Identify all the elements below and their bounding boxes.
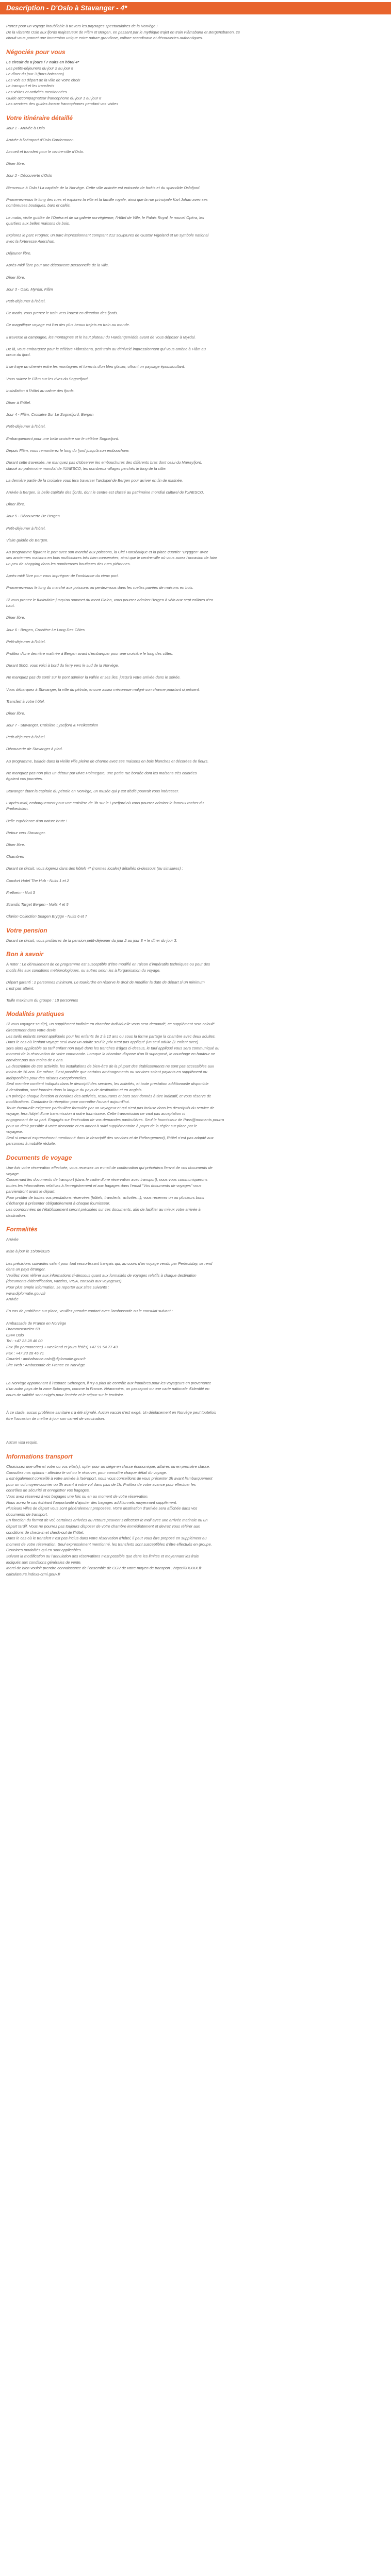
spacer: [6, 358, 385, 364]
text-line: Consultez nos options - affectez le vol ou le réserver, pour connaître chaque détail du voyage.: [6, 1470, 167, 1475]
section-heading: Votre pension: [6, 926, 47, 934]
text-line: Clarion Collection Skagen Brygge - Nuits 6 et 7: [6, 914, 87, 919]
text-line: Départ garanti : 2 personnes minimum. Le tour/ordre en réserve le droit de modifier la date de départ si un minimum: [6, 980, 205, 985]
text-line: parviendront avant le départ.: [6, 1189, 56, 1194]
text-line: contrôles de sécurité et enregistrer vos bagages.: [6, 1488, 90, 1493]
text-line: Veuillez vous référer aux informations ci-dessous quant aux formalités de voyages relatifs à chaque destination: [6, 1273, 197, 1278]
page-title-banner: [0, 2, 391, 14]
text-line: Arrivée: [6, 1237, 19, 1242]
text-line: directement dans votre devis.: [6, 1028, 57, 1033]
text-line: Promenez-vous le long du marché aux poissons ou perdez-vous dans les ruelles pavées de maisons en bois.: [6, 585, 194, 590]
text-line: La Norvège appartenant à l'espace Schengen, il n'y a plus de contrôle aux frontières pour les voyageurs en provenance: [6, 1380, 211, 1385]
text-line: Arrivée: [6, 1297, 19, 1302]
text-line: Courriel : ambafrance.oslo@diplomatie.gouv.fr: [6, 1357, 86, 1362]
spacer: [6, 1314, 385, 1320]
text-line: haut.: [6, 603, 15, 608]
text-line: Déjeuner libre.: [6, 251, 31, 256]
text-line: Arrivée à l'aéroport d'Oslo Gardermoen.: [6, 137, 75, 142]
spacer: [6, 621, 385, 627]
text-line: Les services des guides locaux francophones pendant vos visites: [6, 101, 119, 107]
text-line: Jour 6 - Bergen, Croisière Le Long Des Côtes: [6, 627, 85, 632]
spacer: [6, 1255, 385, 1261]
spacer: [6, 895, 385, 902]
text-line: Le transport et les transferts: [6, 83, 55, 89]
text-line: À noter : Le déroulement de ce programme est susceptible d'être modifié en raison d'impératifs techniques ou pour des: [6, 962, 210, 967]
spacer: [6, 633, 385, 639]
text-line: Dans le cas où le transfert n'est pas inclus dans votre réservation d'hôtel, il peut vous être proposé en supplément au: [6, 1536, 207, 1541]
text-line: personnes à mobilité réduite.: [6, 1141, 56, 1146]
spacer: [6, 131, 385, 137]
text-line: engagement de sa part. Engagés sur l'exécution de vos demandes particulières. Seul le fournisseur de Pass@moments pourra: [6, 1117, 224, 1122]
text-line: Partez pour un voyage inoubliable à travers les paysages spectaculaires de la Norvège !: [6, 24, 158, 29]
section-heading: Formalités: [6, 1226, 38, 1233]
spacer: [6, 143, 385, 149]
section-heading: Modalités pratiques: [6, 1010, 64, 1018]
spacer: [6, 1404, 385, 1410]
text-line: convient pas aux moins de 6 ans.: [6, 1058, 64, 1062]
text-line: Chambres: [6, 854, 24, 859]
spacer: [6, 1434, 385, 1440]
spacer: [6, 860, 385, 866]
text-line: conditions de check-in et check-out de l'hôtel.: [6, 1530, 85, 1535]
spacer: [6, 973, 385, 979]
text-line: nombreuses boutiques, bars et cafés.: [6, 203, 71, 208]
text-line: ses anciennes maisons en bois multicolores très bien conservées, ainsi que le centre-ville où vous aurez l'occasion de faire: [6, 555, 218, 561]
text-line: En fonction du format de vol, certaines arrivées au retours peuvent s'effectuer le mail avec une arrivée matinale ou un: [6, 1518, 208, 1523]
text-line: Il se fraye un chemin entre les montagnes et torrents d'un bleu glacier, offrant un paysage époustouflant.: [6, 364, 185, 369]
spacer: [6, 704, 385, 710]
section-negocies: [6, 48, 385, 107]
text-line: Dîner libre.: [6, 710, 25, 716]
spacer: [6, 179, 385, 185]
text-line: Merci de bien vouloir prendre connaissance de l'ensemble de CGV de votre moyen de transport : https://XXXXX.fr: [6, 1566, 202, 1571]
text-line: creux du fjord.: [6, 352, 31, 358]
text-line: Vous suivez le Flåm sur les rives du Sognefjord.: [6, 376, 89, 381]
spacer: [6, 292, 385, 298]
text-line: voyage, fera l'objet d'une transmission à notre fournisseur. Cette transmission ne vaut pas acceptation ni: [6, 1111, 185, 1116]
spacer: [6, 304, 385, 311]
text-line: Bienvenue à Oslo ! La capitale de la Norvège. Cette ville animée est entourée de forêts et du splendide Oslofjord.: [6, 185, 201, 190]
text-line: Choisissez une offre et votre ou vos ville(s), opter pour un siège en classe économique, affaires ou en première classe.: [6, 1464, 210, 1469]
text-line: Le dîner du jour 3 (hors boissons): [6, 72, 64, 77]
spacer: [6, 717, 385, 723]
text-line: Seul si ceux-ci expressément mentionné dans le descriptif des services et de l'hébergement), l'hôtel n'est pas adapté aux: [6, 1135, 214, 1140]
text-line: Pour profiter de toutes vos prestations réservées (hôtels, transferts, activités...), vous recevrez un ou plusieurs bons: [6, 1195, 204, 1200]
text-line: Ambassade de France en Norvège: [6, 1320, 67, 1326]
text-line: De là, vous embarquez pour le célèbre Flåmsbana, petit train au dénivelé impressionnant qui vous amène à Flåm au: [6, 346, 206, 351]
section-modalites: [6, 1010, 385, 1146]
text-line: Comfort Hotel The Hub - Nuits 1 et 2: [6, 878, 69, 883]
spacer: [6, 209, 385, 215]
text-line: La description de ces activités, les installations de bien-être de la plupart des établissements ne sont pas accessibles aux: [6, 1063, 214, 1069]
text-line: égaient vos journées.: [6, 776, 43, 782]
spacer: [6, 394, 385, 400]
text-line: avec la forteresse Akershus.: [6, 239, 55, 244]
text-line: Une fois votre réservation effectuée, vous recevrez un e-mail de confirmation qui précédera l'envoi de vos documents de: [6, 1165, 213, 1170]
spacer: [6, 370, 385, 376]
spacer: [6, 167, 385, 173]
text-line: Dîner libre.: [6, 161, 25, 166]
spacer: [6, 328, 385, 334]
text-line: À ce stade, aucun problème sanitaire n'a été signalé. Aucun vaccin n'est exigé. Un déplacement en Norvège peut toutefois: [6, 1410, 217, 1415]
text-line: Dîner libre.: [6, 842, 25, 847]
spacer: [6, 268, 385, 275]
text-line: Plusieurs villes de départ vous sont généralement proposées. Votre destination d'arrivée sera affichée dans vos: [6, 1506, 198, 1511]
text-line: pour un vol moyen-courrier ou 3h avant à votre vol dans plus de 1h. Profitez de votre avance pour effectuer les: [6, 1482, 196, 1487]
text-line: Les précisions suivantes valent pour tout ressortissant français qui, au cours d'un voyage vendu par Perfectstay, se rend: [6, 1261, 213, 1266]
text-line: circuit vous promet une immersion unique entre nature grandiose, culture scandinave et découvertes authentiques.: [6, 36, 203, 41]
text-line: pour un désir possible à votre demande et en amont à suivi supplémentaire à payer de la régler sur place par le: [6, 1123, 198, 1128]
text-line: moment de la réservation de votre commande. Lorsque la chambre dispose d'un lit superposé, le couchage en hauteur ne: [6, 1052, 216, 1057]
spacer: [6, 824, 385, 830]
section-chambres: [6, 848, 385, 920]
text-line: Transfert à votre hôtel.: [6, 699, 45, 704]
spacer: [6, 316, 385, 323]
text-line: Petit-déjeuner à l'hôtel.: [6, 735, 46, 740]
spacer: [6, 430, 385, 436]
spacer: [6, 884, 385, 890]
text-line: Durant ce circuit, vous logerez dans des hôtels 4* (normes locales) détaillés ci-dessous (ou similaires) :: [6, 866, 183, 871]
spacer: [6, 442, 385, 448]
text-line: Suivant la modification ou l'annulation des réservations n'est possible que dans les limites et moyennant les frais: [6, 1553, 199, 1558]
section-heading: Votre itinéraire détaillé: [6, 114, 73, 122]
text-line: Les coordonnées de l'établissement seront précisées sur ces documents, afin de faciliter au mieux votre arrivée à: [6, 1207, 201, 1212]
text-line: L'après-midi, embarquement pour une croisière de 3h sur le Lysefjord où vous pourrez admirer le fameux rocher du: [6, 800, 204, 805]
text-line: un peu de shopping dans les nombreuses boutiques des rues piétonnes.: [6, 562, 131, 567]
spacer: [6, 1422, 385, 1428]
text-line: Ce magnifique voyage est l'un des plus beaux trajets en train au monde.: [6, 323, 130, 328]
text-line: Dîner libre.: [6, 615, 25, 620]
text-line: indiqués aux conditions générales de vente.: [6, 1560, 82, 1565]
spacer: [6, 1398, 385, 1404]
text-line: Durant cette traversée, ne manquez pas d'observer les embouchures des différents bras dont celui du Nærøyfjord,: [6, 460, 202, 465]
spacer: [6, 227, 385, 233]
text-line: Jour 4 - Flåm, Croisière Sur Le Sognefjord, Bergen: [6, 412, 94, 417]
text-line: Le circuit de 8 jours / 7 nuits en hôtel 4*: [6, 59, 79, 64]
text-line: Arrivée à Bergen, la belle capitale des fjords, dont le centre est classé au patrimoine mondial culturel de l'UNESCO.: [6, 489, 204, 495]
text-line: Les tarifs enfants seront appliqués pour les enfants de 2 à 12 ans ou sous la forme partage la chambre avec deux adultes.: [6, 1033, 216, 1039]
text-line: Accueil et transfert pour le centre-ville d'Oslo.: [6, 149, 84, 155]
spacer: [6, 406, 385, 412]
section-savoir: [6, 951, 385, 1003]
text-line: Scandic Target Bergen - Nuits 4 et 5: [6, 902, 69, 907]
section-pension: [6, 927, 385, 944]
text-line: Si vous prenez le funiculaire jusqu'au sommet du mont Fløien, vous pourrez admirer Bergen à vélo aux sept collines d'en: [6, 597, 214, 602]
text-line: indisponibles pour des raisons exceptionnelles.: [6, 1075, 87, 1080]
text-line: Seul membre contient indiqués dans le descriptif des services, les activités, et toute prestation additionnelle disponible: [6, 1081, 209, 1087]
text-line: n'est pas atteint.: [6, 986, 35, 991]
text-line: Dîner à l'hôtel.: [6, 400, 31, 405]
text-line: calculateurs.indexs-crmi.gouv.fr: [6, 1571, 60, 1577]
text-line: Au programme, balade dans la vieille ville pleine de charme avec ses maisons en bois blanches et décorées de fleurs.: [6, 758, 209, 764]
text-line: Visite guidée de Bergen.: [6, 537, 48, 543]
spacer: [6, 740, 385, 747]
spacer: [6, 812, 385, 818]
description-content: [0, 18, 391, 1578]
text-line: Petit-déjeuner à l'hôtel.: [6, 298, 46, 303]
spacer: [6, 782, 385, 788]
text-line: Concernant les documents de transport (dans le cadre d'une réservation avec transport), nous vous communiquerons: [6, 1177, 208, 1182]
section-itineraire: [6, 114, 385, 848]
text-line: départ tardif. Vous ne pourrez pas toujours disposer de votre chambre immédiatement et devrez vous référer aux: [6, 1523, 200, 1529]
text-line: Petit-déjeuner à l'hôtel.: [6, 639, 46, 644]
text-line: Ne manquez pas de sortir sur le pont admirer la vallée et ses îles, jusqu'à votre arrivée dans le soirée.: [6, 675, 181, 680]
text-line: Les visites et activités mentionnées: [6, 89, 67, 94]
text-line: Nous aurez le cas échéant l'opportunité d'ajouter des bagages additionnels moyennant supplément.: [6, 1500, 177, 1505]
spacer: [6, 531, 385, 537]
text-line: Dîner libre.: [6, 275, 25, 280]
spacer: [6, 1374, 385, 1380]
spacer: [6, 609, 385, 615]
section-heading: Documents de voyage: [6, 1154, 72, 1161]
text-line: Jour 7 - Stavanger, Croisière Lysefjord & Preikestolen: [6, 723, 99, 728]
spacer: [6, 1243, 385, 1249]
page-title: Description - D'Oslo à Stavanger - 4*: [6, 4, 127, 12]
spacer: [6, 728, 385, 735]
text-line: Jour 1 - Arrivée à Oslo: [6, 125, 45, 130]
text-line: Certaines modalités qui en sont applicables.: [6, 1548, 82, 1553]
text-line: Si vous voyagez seul(e), un supplément tarifaire en chambre individuelle vous sera demandé, ce supplément sera calculé: [6, 1022, 215, 1027]
text-line: Aucun visa requis.: [6, 1440, 38, 1445]
spacer: [6, 764, 385, 770]
spacer: [6, 872, 385, 878]
text-line: modifications. Contactez la réception pour connaître l'ouvert aujourd'hui.: [6, 1099, 130, 1105]
spacer: [6, 1302, 385, 1309]
text-line: Fax : +47 23 28 46 71: [6, 1350, 44, 1355]
text-line: De la vibrante Oslo aux fjords majestueux de Flåm et Bergen, en passant par le mythique trajet en train Flåmsbana et Bergensbanen, ce: [6, 29, 240, 35]
text-line: Belle expérience d'un nature brute !: [6, 818, 68, 823]
section-heading: Négociés pour vous: [6, 48, 66, 56]
text-line: Découverte de Stavanger à pied.: [6, 747, 63, 752]
text-line: Dans le cas où l'enfant voyage seul avec un adulte seul le prix n'est pas appliqué (un seul adulte (1 enfant avec): [6, 1040, 199, 1045]
text-line: En principe chaque fonction et horaires des activités, restaurants et bars sont donnés à titre indicatif, et vous réserve de: [6, 1093, 211, 1098]
spacer: [6, 908, 385, 914]
text-line: à destination, sont fournies dans la langue du pays de destination et en anglais.: [6, 1087, 143, 1092]
text-line: Les petits-déjeuners du jour 2 au jour 8: [6, 65, 74, 71]
spacer: [6, 519, 385, 526]
text-line: Explorez le parc Frogner, un parc impressionnant comptant 212 sculptures de Gustav Vigeland et un symbole national: [6, 233, 209, 238]
spacer: [6, 507, 385, 514]
section-heading: Bon à savoir: [6, 951, 44, 958]
section-formalites: [6, 1226, 385, 1446]
text-line: Jour 2 - Découverte d'Oslo: [6, 173, 52, 178]
text-line: Profitez d'une dernière matinée à Bergen avant d'embarquer pour une croisière le long des côtes.: [6, 651, 173, 656]
text-line: Vous débarquez à Stavanger, la ville du pétrole, encore assez méconnue malgré son charme pourtant si présent.: [6, 687, 200, 692]
text-line: Jour 3 - Oslo, Myrdal, Flåm: [6, 286, 53, 292]
text-line: Petit-déjeuner à l'hôtel.: [6, 424, 46, 429]
text-line: quartiers aux belles maisons de bois.: [6, 221, 70, 226]
text-line: Ce matin, vous prenez le train vers l'ouest en direction des fjords.: [6, 311, 118, 316]
text-line: En cas de problème sur place, veuillez prendre contact avec l'ambassade ou le consulat suivant :: [6, 1309, 173, 1314]
text-line: Toute éventuelle exigence particulière formulée par un voyageur et qui n'est pas incluse dans les descriptifs du service de: [6, 1105, 215, 1110]
text-line: Jour 5 - Découverte De Bergen: [6, 514, 60, 519]
text-line: Installation à l'hôtel au calme des fjords.: [6, 388, 75, 393]
section-intro: [6, 18, 385, 41]
text-line: voyage.: [6, 1171, 20, 1176]
spacer: [6, 418, 385, 424]
text-line: documents de transport.: [6, 1512, 48, 1517]
text-line: Depuis Flåm, vous remonterez le long du fjord jusqu'à son embouchure.: [6, 448, 130, 453]
text-line: Site Web : Ambassade de France en Norvège: [6, 1362, 85, 1367]
text-line: Au programme figurent le port avec son marché aux poissons, la Cité Hanséatique et la place quartier "Bryggen" avec: [6, 549, 208, 554]
text-line: Il est également conseillé à votre arrivée à l'aéroport, nous vous conseillons de vous présenter 2h avant l'embarquement: [6, 1476, 213, 1481]
spacer: [6, 579, 385, 585]
text-line: Embarquement pour une belle croisière sur le célèbre Sognefjord.: [6, 436, 119, 441]
text-line: Pour plus ample information, se reporter aux sites suivants :: [6, 1285, 109, 1290]
text-line: Fax (fin permanence) + weekend et jours fériés) +47 91 54 77 43: [6, 1344, 118, 1349]
text-line: (documents d'identification, vaccins, VISA, conseils aux voyageurs).: [6, 1279, 123, 1284]
section-documents: [6, 1154, 385, 1218]
text-line: motifs liés aux conditions météorologiques, ou autres selon les à l'organisation du voyage.: [6, 968, 161, 973]
text-line: Il traverse la campagne, les montagnes et le haut plateau du Hardangervidda avant de vous déposer à Myrdal.: [6, 334, 196, 340]
text-line: Durant ce circuit, vous profiterez de la pension petit-déjeuner du jour 2 au jour 8 + le dîner du jour 3.: [6, 938, 177, 943]
spacer: [6, 836, 385, 842]
spacer: [6, 645, 385, 651]
spacer: [6, 591, 385, 597]
text-line: moins de 16 ans. De même, il est possible que certains aménagements ou services soient payants en supplément ou: [6, 1070, 207, 1075]
spacer: [6, 453, 385, 460]
spacer: [6, 155, 385, 161]
text-line: Ne manquez pas non plus un détour par Øvre Holmegate, une petite rue bordée dont les maisons très colorées: [6, 770, 197, 775]
spacer: [6, 1368, 385, 1374]
text-line: Le matin, visite guidée de l'Opéra et de sa galerie norvégienne, l'Hôtel de Ville, le Palais Royal, le nouvel Opéra, les: [6, 215, 204, 220]
spacer: [6, 245, 385, 251]
spacer: [6, 692, 385, 699]
text-line: Les vols au départ de la ville de votre choix: [6, 77, 80, 82]
spacer: [6, 567, 385, 573]
spacer: [6, 669, 385, 675]
text-line: Après-midi libre pour vous imprégner de l'ambiance du vieux port.: [6, 573, 119, 579]
text-line: Petit-déjeuner à l'hôtel.: [6, 526, 46, 531]
text-line: cours de validité sont exigés pour l'entrée et le séjour sur le territoire.: [6, 1392, 124, 1397]
text-line: classé au patrimoine mondial de l'UNESCO, les nombreux villages perchés le long de la côte.: [6, 466, 167, 471]
text-line: Retour vers Stavanger.: [6, 830, 46, 835]
spacer: [6, 496, 385, 502]
text-line: Vous avez réservez à vos bagages une fois ou en au moment de votre réservation.: [6, 1494, 149, 1499]
text-line: d'un autre pays de la zone Schengen, comme la France. Néanmoins, un passeport ou une carte nationale d'identité en: [6, 1386, 209, 1392]
spacer: [6, 794, 385, 800]
text-line: être l'occasion de mettre à jour son carnet de vaccination.: [6, 1416, 105, 1421]
section-transport: [6, 1453, 385, 1577]
text-line: Preikestolen.: [6, 806, 29, 811]
text-line: Drammensveien 69: [6, 1327, 40, 1332]
spacer: [6, 752, 385, 758]
spacer: [6, 257, 385, 263]
text-line: dans un pays étranger.: [6, 1267, 46, 1272]
text-line: Stavanger étant la capitale du pétrole en Norvège, un musée qui y est dédié pourrait vous intéresser.: [6, 788, 179, 793]
text-line: Tel : +47 23 28 46 00: [6, 1338, 43, 1344]
spacer: [6, 1428, 385, 1434]
spacer: [6, 543, 385, 549]
section-heading: Informations transport: [6, 1453, 73, 1461]
text-line: sera alors applicable au tarif enfant non payé dans les tranches d'âges ci-dessus, le tarif appliqué vous sera communiqué au: [6, 1045, 220, 1050]
text-line: 0244 Oslo: [6, 1332, 24, 1337]
text-line: Promenez-vous le long des rues et explorez la ville et la famille royale, ainsi que la rue principale Karl Johan avec ses: [6, 197, 208, 202]
text-line: www.diplomatie.gouv.fr: [6, 1291, 46, 1296]
text-line: voyageur.: [6, 1129, 23, 1134]
spacer: [6, 382, 385, 388]
spacer: [6, 471, 385, 478]
text-line: Mise à jour le 15/06/2025: [6, 1249, 50, 1254]
text-line: destination.: [6, 1213, 26, 1218]
text-line: Taille maximum du groupe : 18 personnes: [6, 997, 78, 1003]
text-line: d'échange à présenter obligatoirement à chaque fournisseur.: [6, 1201, 110, 1206]
spacer: [6, 483, 385, 489]
text-line: toutes les informations relatives à l'enregistrement et aux bagages dans l'email "Vos documents de voyages" vous: [6, 1183, 202, 1188]
text-line: Durant 5h00, vous voici à bord du ferry vers le sud de la Norvège.: [6, 663, 119, 668]
spacer: [6, 280, 385, 286]
text-line: Dîner libre.: [6, 502, 25, 507]
spacer: [6, 340, 385, 346]
text-line: Fretheim - Nuit 3: [6, 890, 35, 895]
text-line: Après-midi libre pour une découverte personnelle de la ville.: [6, 263, 109, 268]
spacer: [6, 191, 385, 197]
spacer: [6, 657, 385, 663]
text-line: moment de votre réservation. Seul expressément mentionné, les transferts sont susceptibles d'être effectués en groupe.: [6, 1541, 212, 1547]
spacer: [6, 681, 385, 687]
text-line: Guide accompagnateur francophone du jour 1 au jour 8: [6, 95, 102, 100]
spacer: [6, 991, 385, 997]
text-line: La dernière partie de la croisière vous fera traverser l'archipel de Bergen pour arriver en fin de matinée.: [6, 478, 183, 483]
